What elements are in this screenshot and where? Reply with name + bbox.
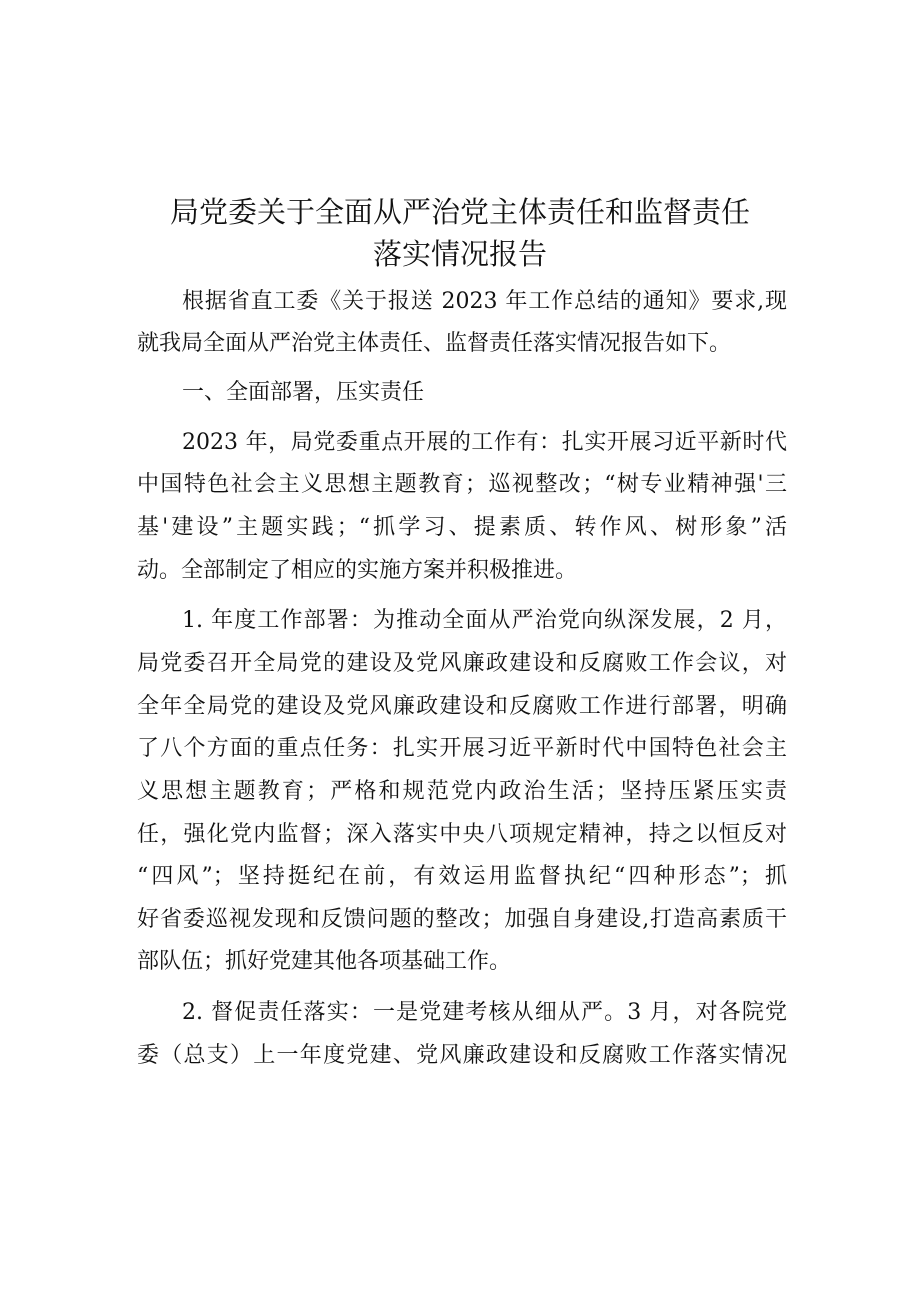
- paragraph-line: 2023 年，局党委重点开展的工作有：扎实开展习近平新时代: [182, 430, 787, 455]
- paragraph-line: 动。全部制定了相应的实施方案并积极推进。: [137, 558, 578, 583]
- paragraph-line: 局党委召开全局党的建设及党风廉政建设和反腐败工作会议，对: [137, 651, 787, 676]
- paragraph-line: 义思想主题教育；严格和规范党内政治生活；坚持压紧压实责: [137, 779, 787, 804]
- paragraph-line: 任，强化党内监督；深入落实中央八项规定精神，持之以恒反对: [137, 822, 787, 847]
- paragraph-line: 了八个方面的重点任务：扎实开展习近平新时代中国特色社会主: [137, 736, 787, 761]
- paragraph-line: 基'建设”主题实践；“抓学习、提素质、转作风、树形象”活: [137, 515, 787, 540]
- paragraph-line: 根据省直工委《关于报送 2023 年工作总结的通知》要求,现: [182, 289, 787, 314]
- section-heading: 一、全面部署，压实责任: [182, 380, 425, 405]
- paragraph-line: 1. 年度工作部署：为推动全面从严治党向纵深发展，2 月，: [182, 608, 787, 633]
- document-title-line-2: 落实情况报告: [372, 237, 547, 271]
- paragraph-line: 部队伍；抓好党建其他各项基础工作。: [137, 949, 512, 974]
- document-title-line-1: 局党委关于全面从严治党主体责任和监督责任: [169, 195, 750, 229]
- paragraph-line: 中国特色社会主义思想主题教育；巡视整改；“树专业精神强'三: [137, 472, 787, 497]
- paragraph-line: 全年全局党的建设及党风廉政建设和反腐败工作进行部署，明确: [137, 694, 787, 719]
- paragraph-line: 就我局全面从严治党主体责任、监督责任落实情况报告如下。: [137, 331, 732, 356]
- paragraph-line: 2. 督促责任落实：一是党建考核从细从严。3 月，对各院党: [182, 1000, 787, 1025]
- paragraph-line: 委（总支）上一年度党建、党风廉政建设和反腐败工作落实情况: [137, 1043, 787, 1068]
- paragraph-line: “四风”；坚持挺纪在前，有效运用监督执纪“四种形态”；抓: [137, 864, 787, 889]
- paragraph-line: 好省委巡视发现和反馈问题的整改；加强自身建设,打造高素质干: [137, 907, 787, 932]
